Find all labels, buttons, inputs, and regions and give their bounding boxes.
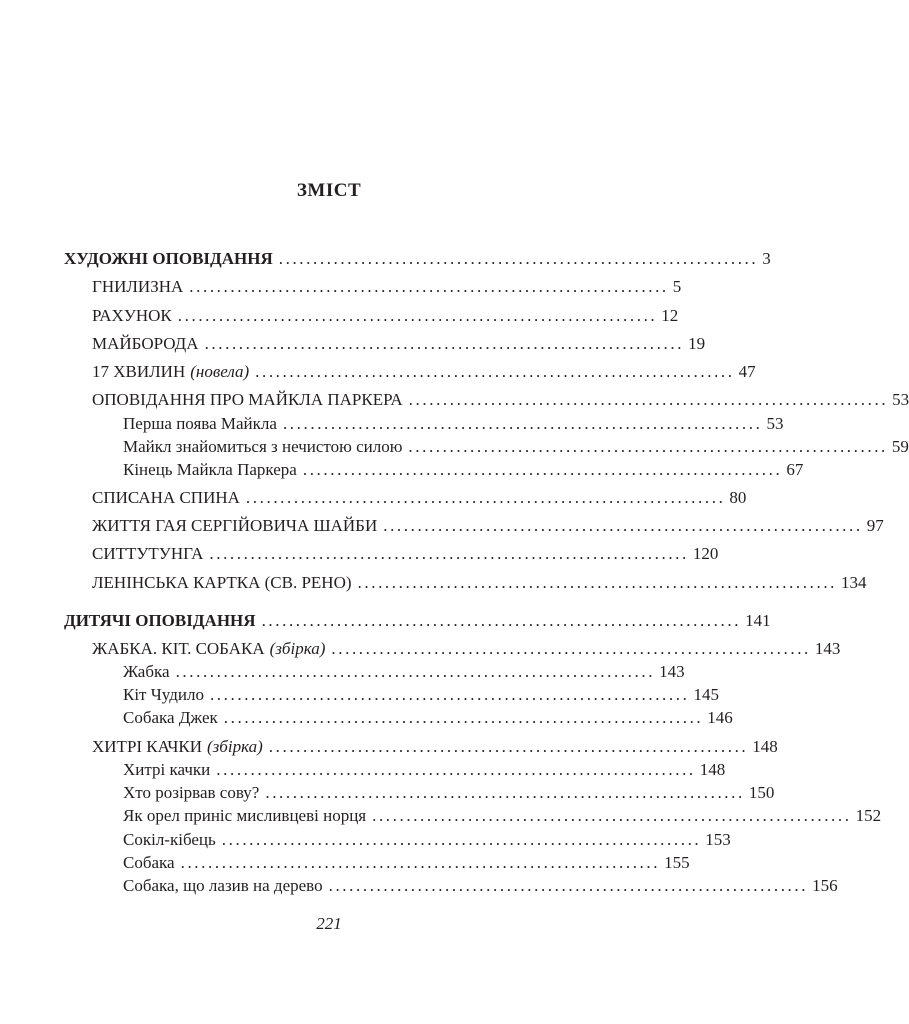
toc-leader: ...................................................................... (223, 708, 704, 727)
toc-page-number: 153 (705, 830, 731, 849)
toc-entry-title: Майкл знайомиться з нечистою силою (123, 437, 403, 456)
toc-entry-title: РАХУНОК (92, 306, 172, 325)
toc-entry-title: СПИСАНА СПИНА (92, 488, 240, 507)
toc-leader: ...................................................................... (209, 544, 689, 563)
toc-leader: ...................................................................... (302, 460, 783, 479)
toc-leader: ...................................................................... (209, 685, 690, 704)
toc-entry-title: СИТТУТУНГА (92, 544, 204, 563)
toc-leader: ...................................................................... (383, 516, 863, 535)
toc-entry-title: Собака, що лазив на дерево (123, 876, 323, 895)
toc-leader: ...................................................................... (204, 334, 685, 353)
toc-leader: ...................................................................... (189, 277, 669, 296)
toc-leader: ...................................................................... (268, 737, 749, 756)
toc-entry (64, 610, 771, 632)
toc-entry-title: ОПОВІДАННЯ ПРО МАЙКЛА ПАРКЕРА (92, 390, 403, 409)
toc-entry (92, 572, 867, 594)
toc-entry-title: ДИТЯЧІ ОПОВІДАННЯ (64, 611, 256, 630)
toc-entry-title: Собака Джек (123, 708, 218, 727)
toc-leader: ...................................................................... (328, 876, 809, 895)
toc-entry (123, 661, 685, 683)
toc-entry-title: Кіт Чудило (123, 685, 204, 704)
toc-leader: ...................................................................... (245, 488, 726, 507)
toc-entry (92, 515, 884, 537)
toc-entry-note: (збірка) (207, 737, 263, 756)
toc-page-number: 148 (752, 737, 778, 756)
toc-entry (64, 248, 771, 270)
toc-leader: ...................................................................... (175, 662, 656, 681)
toc-page-number: 148 (699, 760, 726, 779)
toc-page-number: 59 (891, 437, 909, 456)
toc-entry-title: ЖИТТЯ ГАЯ СЕРГІЙОВИЧА ШАЙБИ (92, 516, 378, 535)
page-title: ЗМІСТ (296, 180, 362, 201)
toc-leader: ...................................................................... (372, 806, 852, 825)
toc-leader: ...................................................................... (216, 760, 696, 779)
toc-entry-note: (збірка) (269, 639, 326, 658)
toc-leader: ...................................................................... (357, 573, 838, 592)
toc-entry-title: Жабка (123, 662, 170, 681)
toc-leader: ...................................................................... (180, 853, 661, 872)
toc-entry-note: (новела) (190, 362, 250, 381)
toc-leader: ...................................................................... (282, 414, 763, 433)
toc-entry (123, 684, 719, 706)
toc-entry (92, 638, 841, 660)
toc-page-number: 53 (892, 390, 909, 409)
toc-entry-title: ХУДОЖНІ ОПОВІДАННЯ (64, 249, 273, 268)
toc-entry (123, 805, 882, 827)
toc-page-number: 155 (664, 853, 690, 872)
toc-page-number: 143 (814, 639, 841, 658)
toc-leader: ...................................................................... (278, 249, 759, 268)
toc-leader: ...................................................................... (255, 362, 735, 381)
toc-entry-title: Собака (123, 853, 175, 872)
toc-entry (123, 829, 731, 851)
toc-page-number: 80 (729, 488, 747, 507)
toc-entry-title: Як орел приніс мисливцеві норця (123, 806, 367, 825)
toc-page-number: 143 (659, 662, 685, 681)
toc-entry-title: Хто розірвав сову? (123, 783, 260, 802)
toc-page-number: 67 (786, 460, 804, 479)
toc-entry (123, 782, 775, 804)
toc-page-number: 120 (692, 544, 719, 563)
toc-entry (123, 413, 784, 435)
toc-entry (92, 389, 909, 411)
toc-entry (123, 759, 726, 781)
toc-entry (92, 276, 682, 298)
toc-leader: ...................................................................... (177, 306, 658, 325)
toc-page-number: 150 (748, 783, 775, 802)
toc-entry (92, 305, 679, 327)
toc-entry (92, 361, 756, 383)
toc-leader: ...................................................................... (408, 437, 888, 456)
toc-entry-title: Хитрі качки (123, 760, 211, 779)
toc-page-number: 5 (672, 277, 682, 296)
toc-page-number: 97 (866, 516, 884, 535)
toc-entry-title: Кінець Майкла Паркера (123, 460, 297, 479)
toc-page-number: 3 (762, 249, 771, 268)
toc-page-number: 53 (766, 414, 784, 433)
toc-entry (92, 543, 719, 565)
toc-leader: ...................................................................... (408, 390, 889, 409)
toc-entry-title: Сокіл-кібець (123, 830, 216, 849)
toc-entry (123, 875, 838, 897)
toc-entry (123, 436, 909, 458)
toc-entry (123, 707, 733, 729)
toc-leader: ...................................................................... (221, 830, 702, 849)
toc-page-number: 12 (661, 306, 679, 325)
toc-entry-title: ЛЕНІНСЬКА КАРТКА (СВ. РЕНО) (92, 573, 352, 592)
toc-page-number: 146 (707, 708, 733, 727)
toc-entry-title: ГНИЛИЗНА (92, 277, 184, 296)
page-number: 221 (316, 914, 342, 933)
toc-entry (123, 852, 690, 874)
toc-entry-title: Перша поява Майкла (123, 414, 277, 433)
toc-page-number: 141 (745, 611, 771, 630)
toc-entry-title: ХИТРІ КАЧКИ (92, 737, 203, 756)
toc-leader: ...................................................................... (261, 611, 742, 630)
toc-page-number: 134 (841, 573, 867, 592)
toc-page-number: 19 (688, 334, 706, 353)
toc-page-number: 145 (693, 685, 719, 704)
toc-entry (123, 459, 804, 481)
toc-leader: ...................................................................... (265, 783, 745, 802)
toc-page-number: 156 (812, 876, 838, 895)
toc-entry-title: ЖАБКА. КІТ. СОБАКА (92, 639, 265, 658)
toc-leader: ...................................................................... (331, 639, 811, 658)
toc-entry-title: 17 ХВИЛИН (92, 362, 186, 381)
toc-entry (92, 333, 706, 355)
toc-entry-title: МАЙБОРОДА (92, 334, 199, 353)
toc-entry (92, 487, 747, 509)
toc-page-number: 47 (738, 362, 756, 381)
toc-page-number: 152 (855, 806, 882, 825)
toc-entry (92, 736, 778, 758)
